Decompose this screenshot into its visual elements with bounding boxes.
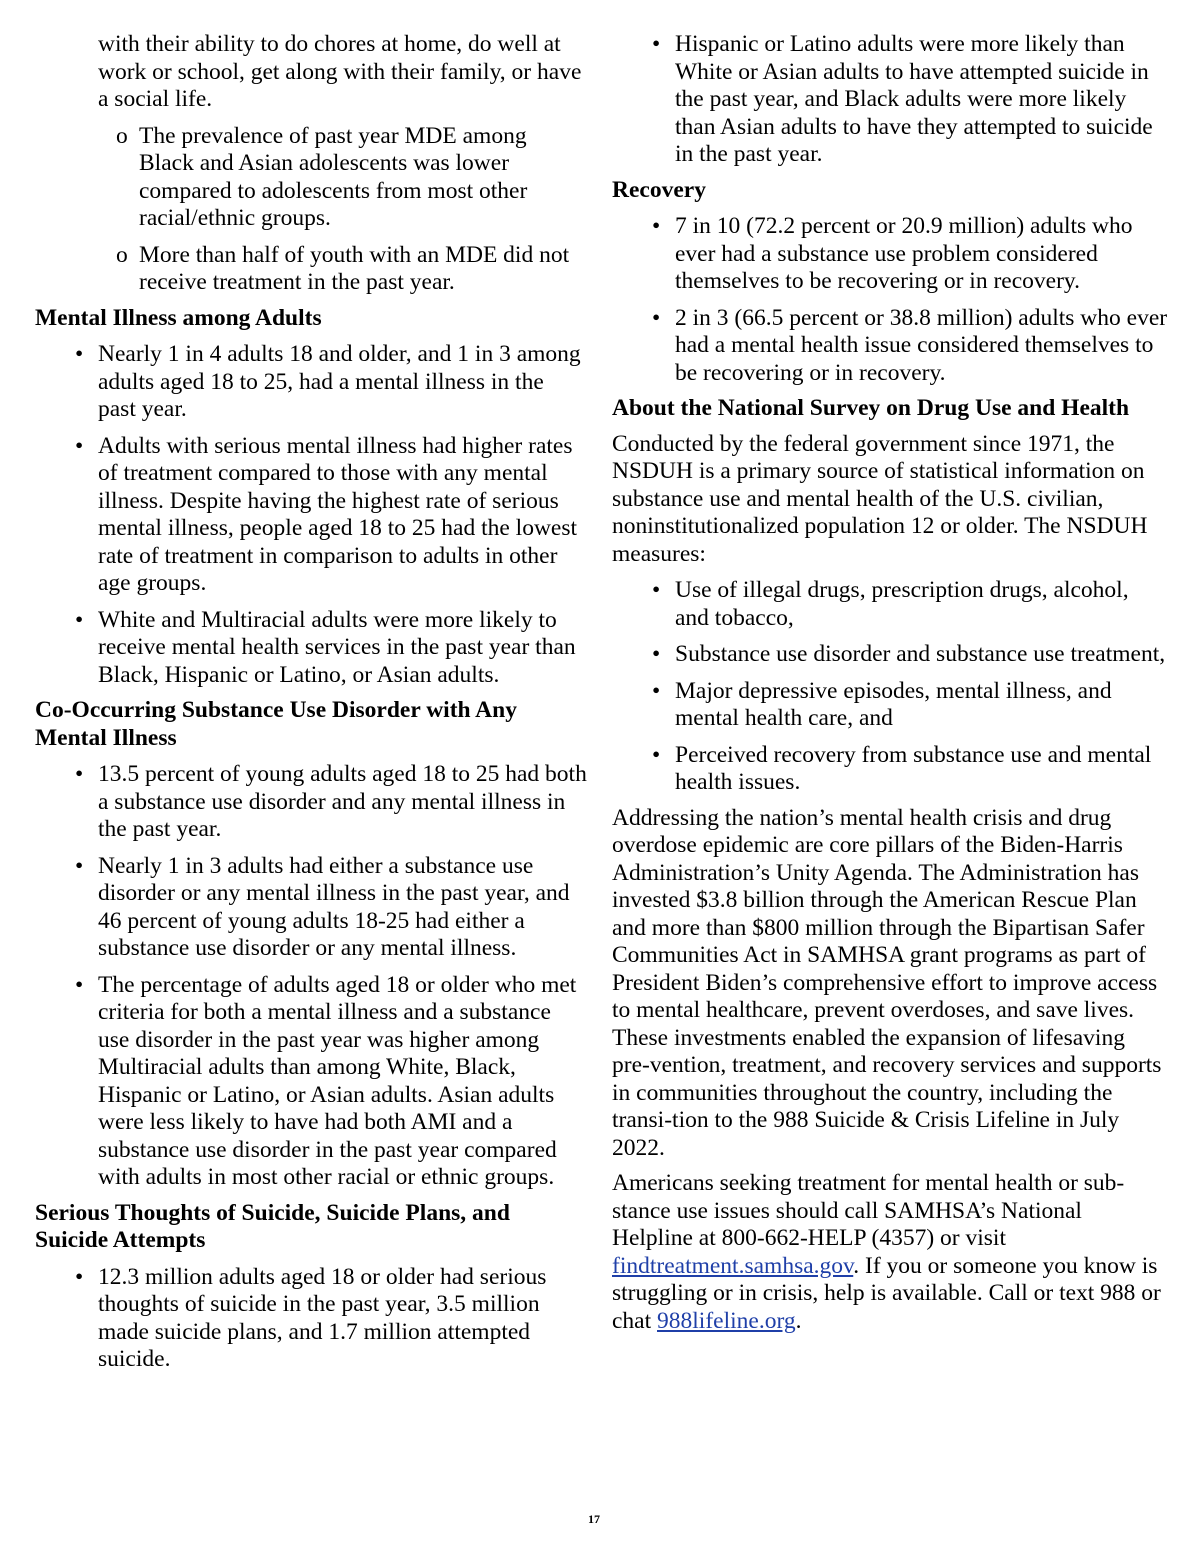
list-item: • 13.5 percent of young adults aged 18 to 25 had both a substance use disorder and any mental illness in the past year. [35, 761, 587, 844]
list-item: • 7 in 10 (72.2 percent or 20.9 million) adults who ever had a substance use problem considered themselves to be recovering or in recovery. [612, 213, 1168, 296]
closing-text-1: Americans seeking treatment for mental health or sub-stance use issues should call SAMHSA’s National Helpline at 800-662-HELP (4357) or visit [612, 1170, 1125, 1251]
findtreatment-link[interactable]: findtreatment.samhsa.gov [612, 1252, 854, 1279]
mental-illness-list [35, 341, 587, 689]
closing-paragraph [612, 1170, 1168, 1335]
recovery-list [612, 213, 1168, 387]
closing-text-3: . [795, 1307, 802, 1334]
section-heading-suicide: Serious Thoughts of Suicide, Suicide Plans, and Suicide Attempts [35, 1199, 510, 1253]
right-column [612, 31, 1168, 1335]
list-item: • Hispanic or Latino adults were more likely than White or Asian adults to have attempted suicide in the past year, and Black adults were more likely than Asian adults to have they attempted to suicide in the past year. [612, 31, 1168, 169]
list-item: • Major depressive episodes, mental illness, and mental health care, and [612, 678, 1168, 733]
about-intro-paragraph: Conducted by the federal government since 1971, the NSDUH is a primary source of statistical information on substance use and mental health of the U.S. civilian, noninstitutionalized population 12 or older. The NSDUH measures: [612, 430, 1148, 567]
section-heading-co-occurring: Co-Occurring Substance Use Disorder with Any Mental Illness [35, 697, 517, 751]
section-heading-mental-illness: Mental Illness among Adults [35, 304, 322, 331]
list-item: • Adults with serious mental illness had higher rates of treatment compared to those with any mental illness. Despite having the highest rate of serious mental illness, people aged 18 to 25 had the lowest rate of treatment in comparison to adults in other age groups. [35, 433, 587, 598]
left-column [35, 31, 587, 1374]
suicide-continuation-list [612, 31, 1168, 169]
list-item: • White and Multiracial adults were more likely to receive mental health services in the past year than Black, Hispanic or Latino, or Asian adults. [35, 607, 587, 690]
suicide-list [35, 1264, 587, 1374]
list-item: • Use of illegal drugs, prescription drugs, alcohol, and tobacco, [612, 577, 1168, 632]
list-item: • The percentage of adults aged 18 or older who met criteria for both a mental illness and a substance use disorder in the past year was higher among Multiracial adults than among White, Black, Hispanic or Latino, or Asian adults. Asian adults were less likely to have had both AMI and a substance use disorder in the past year compared with adults in most other racial or ethnic groups. [35, 972, 587, 1192]
closing-text-2: . If you or someone you know is struggling or in crisis, help is available. Call or text 988 or chat [612, 1252, 1161, 1334]
co-occurring-list [35, 761, 587, 1192]
mde-subbullet-list [35, 123, 587, 297]
nsduh-measures-list [612, 577, 1168, 797]
list-item: • 12.3 million adults aged 18 or older had serious thoughts of suicide in the past year, 3.5 million made suicide plans, and 1.7 million attempted suicide. [35, 1264, 587, 1374]
page-number: 17 [588, 1512, 600, 1526]
list-item: • 2 in 3 (66.5 percent or 38.8 million) adults who ever had a mental health issue considered themselves to be recovering or in recovery. [612, 305, 1168, 388]
988lifeline-link[interactable]: 988lifeline.org [657, 1307, 796, 1334]
list-item: • Nearly 1 in 4 adults 18 and older, and 1 in 3 among adults aged 18 to 25, had a mental illness in the past year. [35, 341, 587, 424]
section-heading-recovery: Recovery [612, 176, 706, 203]
list-item: o The prevalence of past year MDE among Black and Asian adolescents was lower compared to adolescents from most other racial/ethnic groups. [35, 123, 587, 233]
list-item: • Substance use disorder and substance use treatment, [612, 641, 1168, 669]
list-item: • Nearly 1 in 3 adults had either a substance use disorder or any mental illness in the past year, and 46 percent of young adults 18-25 had either a substance use disorder or any mental illness. [35, 853, 587, 963]
list-item: • Perceived recovery from substance use and mental health issues. [612, 742, 1168, 797]
list-item: o More than half of youth with an MDE did not receive treatment in the past year. [35, 242, 587, 297]
administration-paragraph: Addressing the nation’s mental health crisis and drug overdose epidemic are core pillars of the Biden-Harris Administration’s Unity Agenda. The Administration has invested $3.8 billion through the American Rescue Plan and more than $800 million through the Bipartisan Safer Communities Act in SAMHSA grant programs as part of President Biden’s comprehensive effort to improve access to mental healthcare, prevent overdoses, and save lives. These investments enabled the expansion of lifesaving pre-vention, treatment, and recovery services and supports in communities throughout the country, including the transi-tion to the 988 Suicide & Crisis Lifeline in July 2022. [612, 804, 1162, 1161]
section-heading-about-nsduh: About the National Survey on Drug Use and Health [612, 395, 1130, 421]
intro-continuation: with their ability to do chores at home, do well at work or school, get along with their family, or have a social life. [98, 31, 582, 112]
